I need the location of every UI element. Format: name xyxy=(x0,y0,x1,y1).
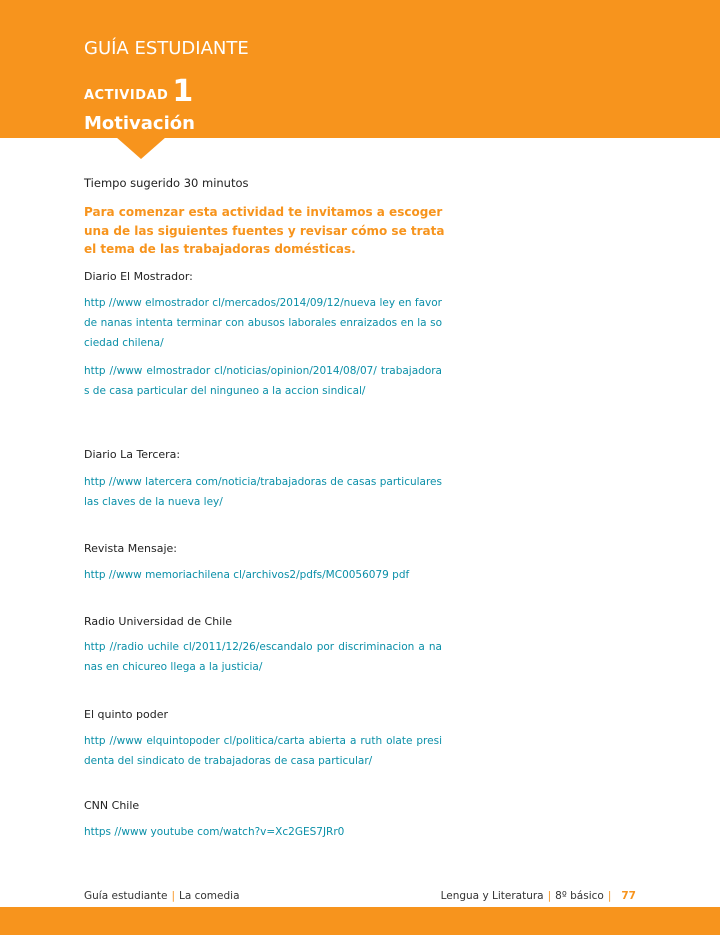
source-link[interactable]: http //www elquintopoder cl/politica/carta abierta a ruth olate presidenta del sindicato de trabajadoras de casa particular/ xyxy=(84,735,442,767)
intro-paragraph: Para comenzar esta actividad te invitamos a escoger una de las siguientes fuentes y revisar cómo se trata el tema de las trabajadoras domésticas. xyxy=(84,205,445,256)
page-number: 77 xyxy=(621,890,636,902)
footer-guide: Guía estudiante xyxy=(84,890,168,902)
source-link[interactable]: http //www memoriachilena cl/archivos2/pdfs/MC0056079 pdf xyxy=(84,569,410,581)
source-label-revista-mensaje: Revista Mensaje: xyxy=(84,542,177,555)
source-label-radio-uchile: Radio Universidad de Chile xyxy=(84,615,233,628)
source-link[interactable]: http //www elmostrador cl/noticias/opinion/2014/08/07/ trabajadoras de casa particular del ninguneo a la accion sindical/ xyxy=(84,365,442,397)
activity-word: ACTIVIDAD xyxy=(84,88,169,103)
footer-subject: Lengua y Literatura xyxy=(440,890,544,902)
activity-number: 1 xyxy=(172,74,194,109)
suggested-time: Tiempo sugerido 30 minutos xyxy=(84,176,249,190)
source-link[interactable]: http //radio uchile cl/2011/12/26/escandalo por discriminacion a nanas en chicureo llega a la justicia/ xyxy=(84,641,442,673)
source-link[interactable]: http //www elmostrador cl/mercados/2014/09/12/nueva ley en favor de nanas intenta terminar con abusos laborales enraizados en la sociedad chilena/ xyxy=(84,297,442,349)
guide-label: GUÍA ESTUDIANTE xyxy=(84,38,249,59)
header-notch xyxy=(116,137,166,159)
footer-right xyxy=(441,890,636,902)
source-label-el-quinto-poder: El quinto poder xyxy=(84,708,169,721)
footer-separator: | xyxy=(547,890,552,902)
footer-left xyxy=(84,890,240,902)
section-title: Motivación xyxy=(84,113,195,134)
footer-separator: | xyxy=(607,890,612,902)
footer-separator: | xyxy=(171,890,175,902)
source-link[interactable]: http //www latercera com/noticia/trabajadoras de casas particulares las claves de la nueva ley/ xyxy=(84,476,442,508)
source-label-cnn-chile: CNN Chile xyxy=(84,799,140,812)
activity-heading xyxy=(84,74,193,109)
footer-title: La comedia xyxy=(178,890,240,902)
source-link[interactable]: https //www youtube com/watch?v=Xc2GES7JRr0 xyxy=(84,826,345,838)
source-label-el-mostrador: Diario El Mostrador: xyxy=(84,270,193,283)
source-label-la-tercera: Diario La Tercera: xyxy=(84,448,181,461)
footer-bar xyxy=(0,907,720,935)
footer-grade: 8º básico xyxy=(555,890,604,902)
